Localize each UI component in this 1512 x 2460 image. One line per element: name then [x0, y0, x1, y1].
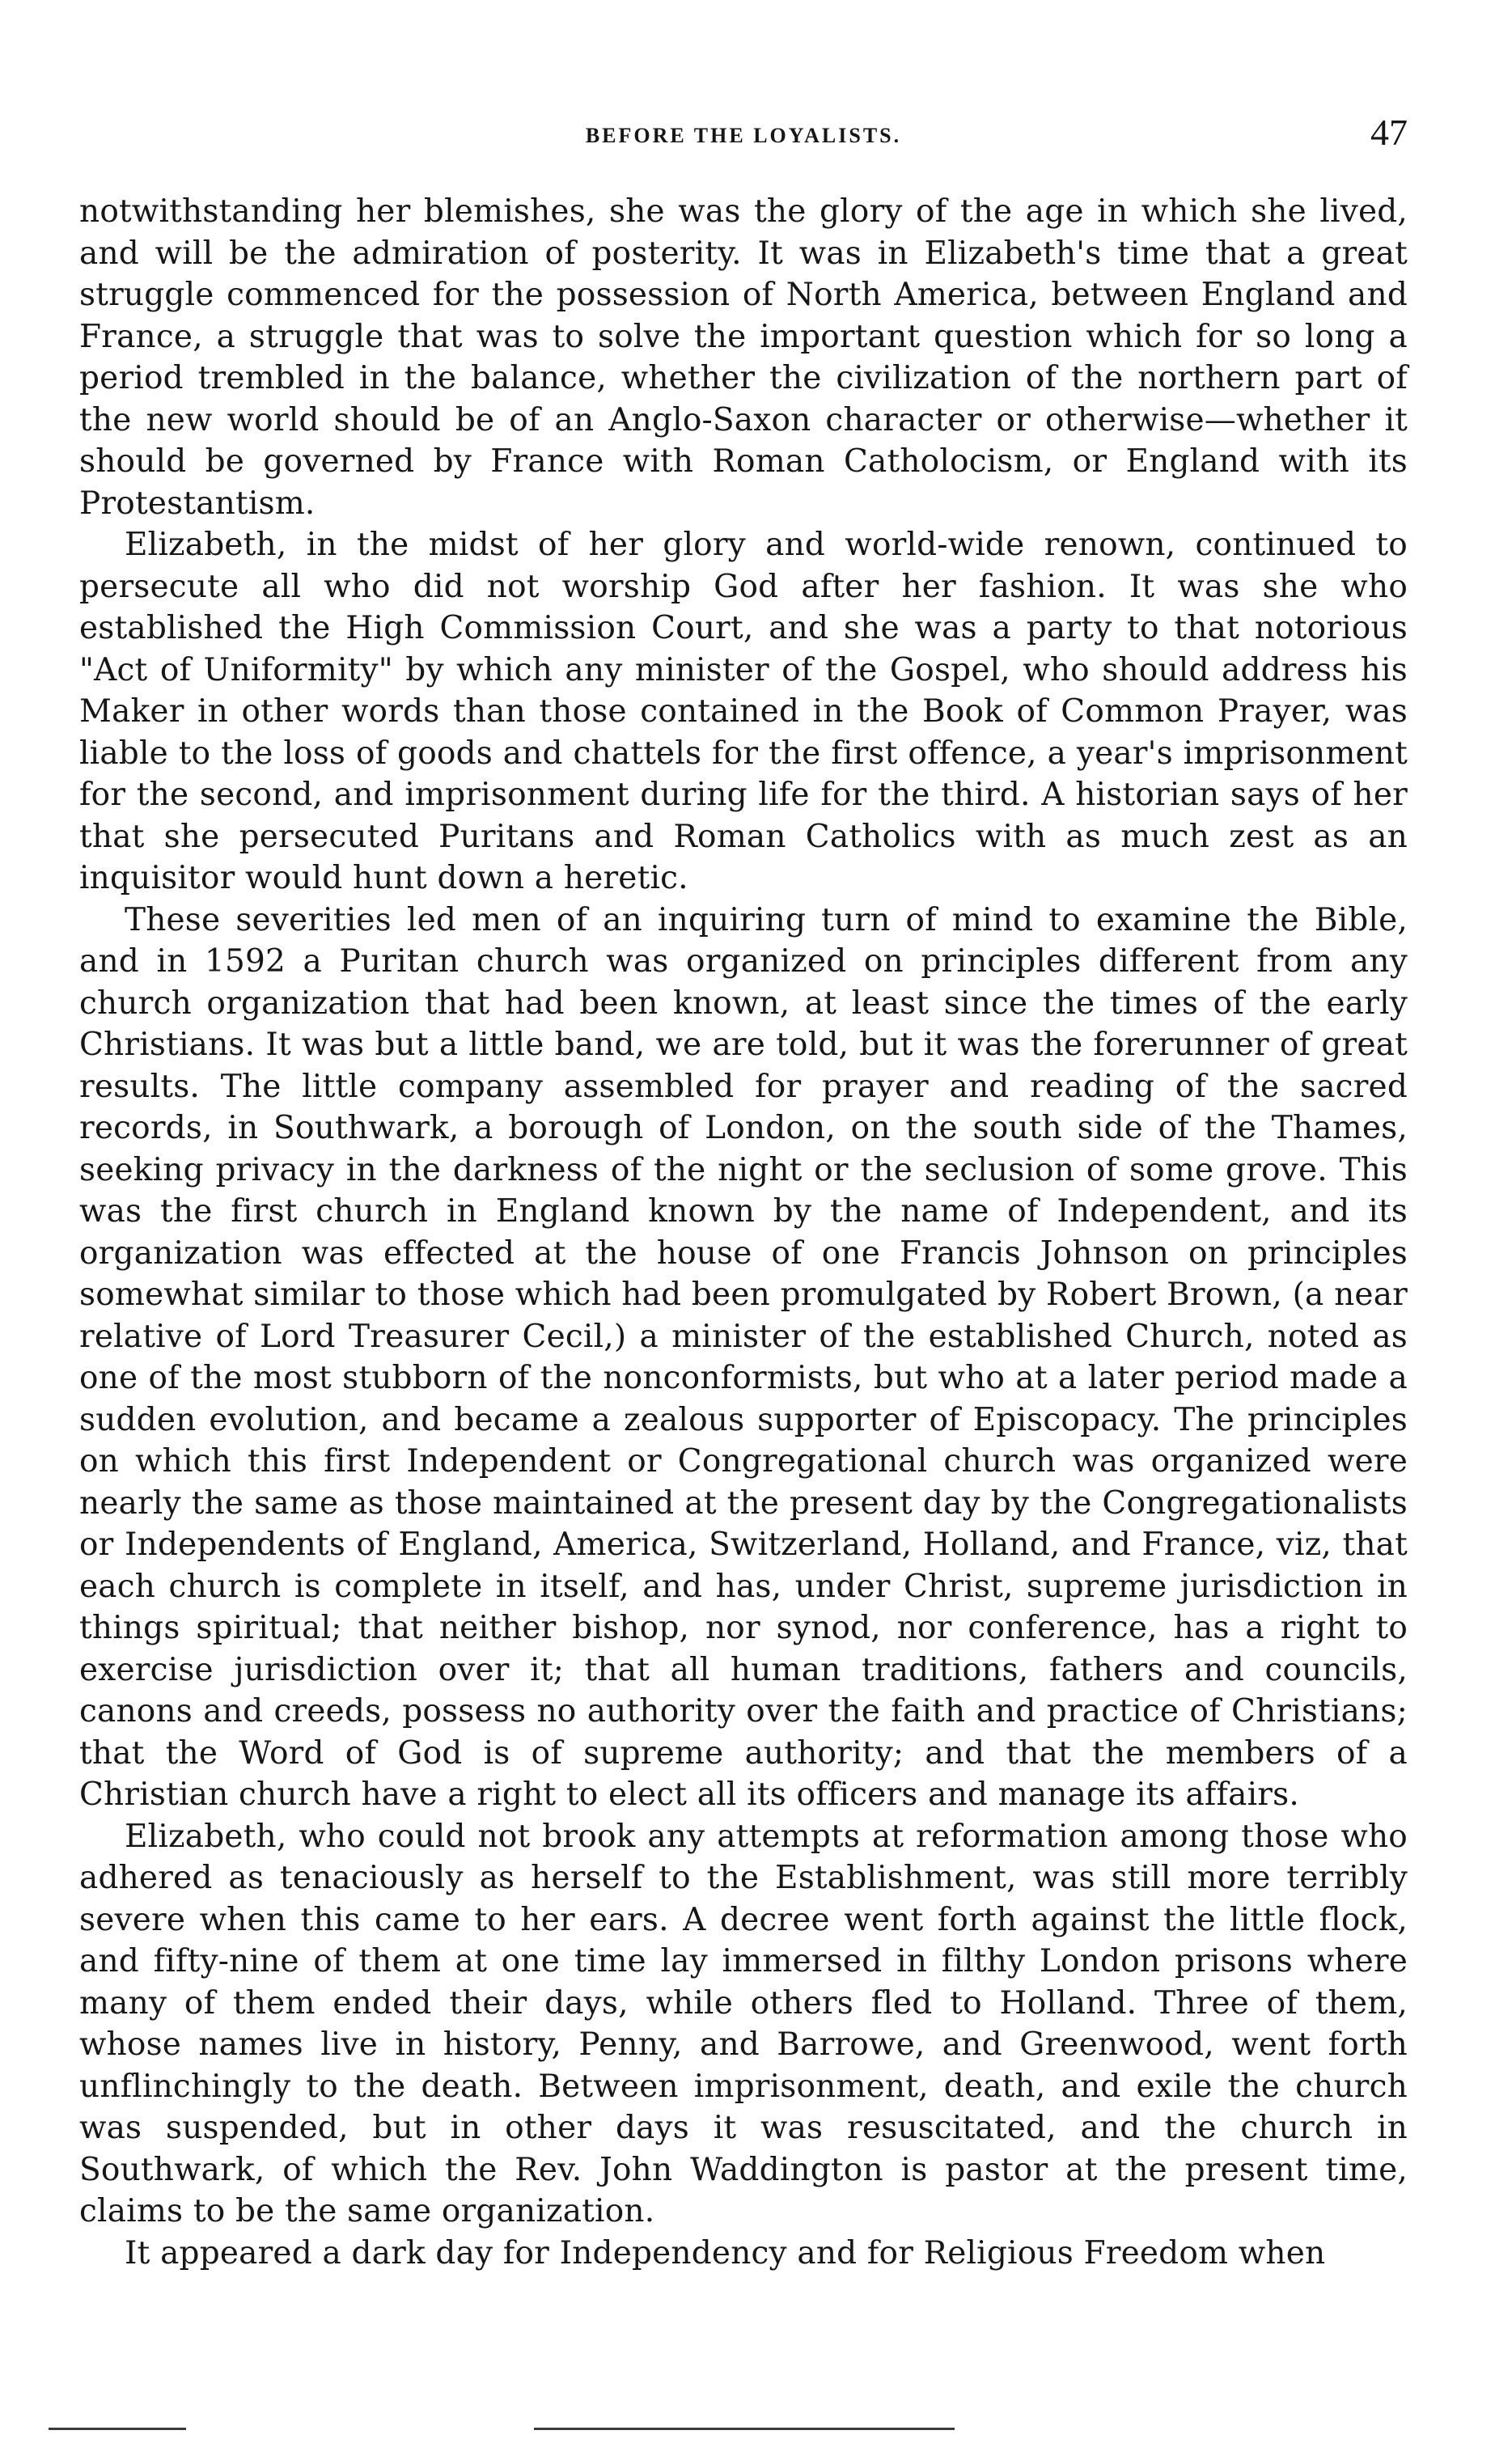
footer-rule-right	[534, 2428, 955, 2430]
body-text	[79, 191, 1408, 2274]
paragraph: Elizabeth, who could not brook any attempts at reformation among those who adhered as tenaciously as herself to the Establishment, was still more terribly severe when this came to her ears. A decree went forth against the little flock, and fifty-nine of them at one time lay immersed in filthy London prisons where many of them ended their days, while others fled to Holland. Three of them, whose names live in history, Penny, and Barrowe, and Greenwood, went forth unflinchingly to the death. Between imprisonment, death, and exile the church was suspended, but in other days it was resuscitated, and the church in Southwark, of which the Rev. John Waddington is pastor at the present time, claims to be the same organization.	[79, 1818, 1408, 2229]
running-title: BEFORE THE LOYALISTS.	[585, 124, 902, 147]
paragraph: These severities led men of an inquiring turn of mind to examine the Bible, and in 1592 a Puritan church was organized on principles different from any church organization that had been known, at least since the times of the early Christians. It was but a little band, we are told, but it was the forerunner of great results. The little company assembled for prayer and reading of the sacred records, in Southwark, a borough of London, on the south side of the Thames, seeking privacy in the darkness of the night or the seclusion of some grove. This was the first church in England known by the name of Independent, and its organization was effected at the house of one Francis Johnson on principles somewhat similar to those which had been promulgated by Robert Brown, (a near relative of Lord Treasurer Cecil,) a minister of the established Church, noted as one of the most stubborn of the nonconformists, but who at a later period made a sudden evolution, and became a zealous supporter of Episcopacy. The principles on which this first Independent or Congregational church was organized were nearly the same as those maintained at the present day by the Congregationalists or Independents of England, America, Switzerland, Holland, and France, viz, that each church is complete in itself, and has, under Christ, supreme jurisdiction in things spiritual; that neither bishop, nor synod, nor conference, has a right to exercise jurisdiction over it; that all human traditions, fathers and councils, canons and creeds, possess no authority over the faith and practice of Christians; that the Word of God is of supreme authority; and that the members of a Christian church have a right to elect all its officers and manage its affairs.	[79, 901, 1408, 1813]
footer-rule-left	[49, 2428, 186, 2430]
paragraph: It appeared a dark day for Independency and for Religious Freedom when	[125, 2234, 1326, 2272]
paragraph-continuation: notwithstanding her blemishes, she was the glory of the age in which she lived, and will be the admiration of posterity. It was in Elizabeth's time that a great struggle commenced for the possession of North America, between England and France, a struggle that was to solve the important question which for so long a period trembled in the balance, whether the civilization of the northern part of the new world should be of an Anglo-Saxon character or otherwise—whether it should be governed by France with Roman Catholocism, or England with its Protestantism.	[79, 193, 1408, 522]
page-number: 47	[1370, 112, 1408, 153]
paragraph: Elizabeth, in the midst of her glory and world-wide renown, continued to persecute all who did not worship God after her fashion. It was she who established the High Commission Court, and she was a party to that notorious "Act of Uniformity" by which any minister of the Gospel, who should address his Maker in other words than those contained in the Book of Common Prayer, was liable to the loss of goods and chattels for the first offence, a year's imprisonment for the second, and imprisonment during life for the third. A historian says of her that she persecuted Puritans and Roman Catholics with as much zest as an inquisitor would hunt down a heretic.	[79, 527, 1408, 896]
running-header	[79, 112, 1408, 153]
